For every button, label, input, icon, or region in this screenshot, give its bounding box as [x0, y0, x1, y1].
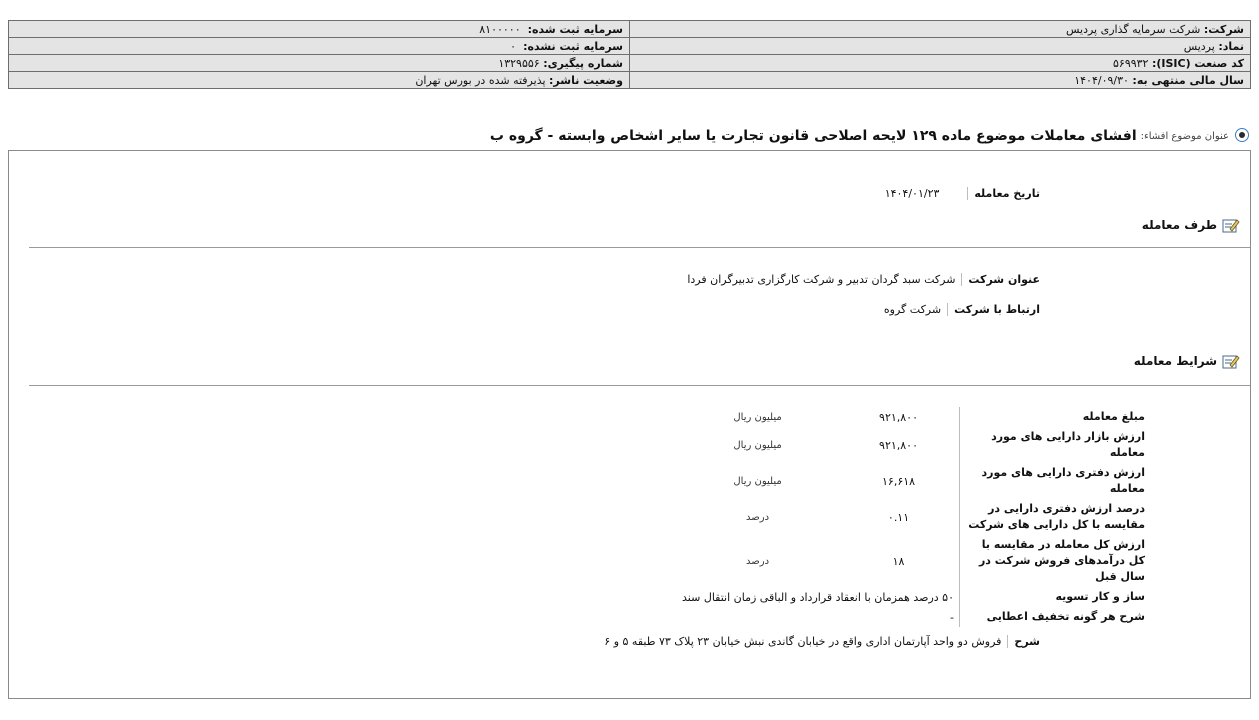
company-info-table — [8, 20, 1251, 89]
isic-label: کد صنعت (ISIC): — [1151, 56, 1244, 70]
description-label: شرح — [1007, 635, 1040, 648]
transaction-date-label: تاریخ معامله — [967, 187, 1040, 200]
settlement-value: ۵۰ درصد همزمان با انعقاد قرارداد و الباقی زمان انتقال سند — [682, 590, 954, 604]
registered-capital-label: سرمایه ثبت شده: — [527, 22, 623, 36]
info-row-company — [9, 21, 1251, 38]
edit-note-icon — [1222, 353, 1240, 369]
target-bullet-icon — [1233, 126, 1253, 146]
condition-value: ۱۶,۶۱۸ — [882, 474, 916, 488]
party-section-header — [1142, 217, 1240, 233]
party-company-label: عنوان شرکت — [961, 273, 1040, 286]
condition-row — [677, 463, 1150, 499]
transaction-date-value: ۱۴۰۴/۰۱/۲۳ — [884, 187, 940, 200]
condition-value: ۹۲۱,۸۰۰ — [879, 410, 918, 424]
fiscal-year-cell — [630, 72, 1251, 89]
party-section-divider — [29, 247, 1250, 248]
condition-label: مبلغ معامله — [960, 407, 1151, 427]
disclosure-frame — [8, 150, 1251, 699]
unregistered-capital-cell — [9, 38, 630, 55]
fiscal-year-label: سال مالی منتهی به: — [1132, 73, 1244, 87]
condition-label: درصد ارزش دفتری دارایی در مقایسه با کل دارایی های شرکت — [960, 499, 1151, 535]
condition-value: ۹۲۱,۸۰۰ — [879, 438, 918, 452]
company-cell — [630, 21, 1251, 38]
transaction-date-row — [885, 187, 1040, 200]
tracking-number-label: شماره پیگیری: — [543, 56, 623, 70]
info-row-symbol — [9, 38, 1251, 55]
symbol-value: پردیس — [1183, 39, 1215, 53]
condition-unit: درصد — [746, 511, 770, 523]
discount-value: - — [950, 610, 954, 624]
description-row — [604, 635, 1040, 648]
symbol-cell — [630, 38, 1251, 55]
condition-unit: میلیون ریال — [733, 475, 782, 487]
info-row-isic — [9, 55, 1251, 72]
fiscal-year-value: ۱۴۰۴/۰۹/۳۰ — [1074, 73, 1129, 87]
relation-label: ارتباط با شرکت — [947, 303, 1040, 316]
isic-value: ۵۶۹۹۳۲ — [1113, 56, 1149, 70]
disclosure-subject — [8, 124, 1253, 148]
subject-label: عنوان موضوع افشاء: — [1140, 130, 1229, 142]
isic-cell — [630, 55, 1251, 72]
edit-note-icon — [1222, 217, 1240, 233]
discount-label: شرح هر گونه تخفیف اعطایی — [960, 607, 1151, 627]
settlement-row — [677, 587, 1150, 607]
conditions-section-title: شرایط معامله — [1133, 354, 1217, 368]
company-title-row — [687, 273, 1040, 286]
condition-label: ارزش کل معامله در مقایسه با کل درآمدهای فروش شرکت در سال قبل — [960, 535, 1151, 587]
relation-value: شرکت گروه — [883, 303, 942, 316]
condition-label: ارزش بازار دارایی های مورد معامله — [960, 427, 1151, 463]
registered-capital-cell — [9, 21, 630, 38]
condition-row — [677, 427, 1150, 463]
relation-row — [884, 303, 1040, 316]
condition-unit: درصد — [746, 555, 770, 567]
subject-title: افشای معاملات موضوع ماده ۱۲۹ لایحه اصلاحی قانون تجارت یا سایر اشخاص وابسته - گروه ب — [489, 128, 1137, 144]
tracking-number-value: ۱۳۲۹۵۵۶ — [498, 56, 540, 70]
conditions-section-divider — [29, 385, 1250, 386]
description-value: فروش دو واحد آپارتمان اداری واقع در خیابان گاندی نبش خیابان ۲۳ پلاک ۷۳ طبقه ۵ و ۶ — [604, 635, 1002, 648]
condition-unit: میلیون ریال — [733, 411, 782, 423]
unregistered-capital-value: ۰ — [510, 39, 517, 53]
publisher-status-label: وضعیت ناشر: — [549, 73, 623, 87]
discount-row — [677, 607, 1150, 627]
unregistered-capital-label: سرمایه ثبت نشده: — [523, 39, 623, 53]
conditions-table — [677, 407, 1150, 627]
party-section-title: طرف معامله — [1141, 218, 1217, 232]
condition-row — [677, 535, 1150, 587]
company-value: شرکت سرمایه گذاری پردیس — [1065, 22, 1201, 36]
registered-capital-value: ۸۱۰۰۰۰۰ — [479, 22, 521, 36]
condition-unit: میلیون ریال — [733, 439, 782, 451]
company-label: شرکت: — [1203, 22, 1244, 36]
tracking-number-cell — [9, 55, 630, 72]
conditions-section-header — [1134, 353, 1240, 369]
condition-label: ارزش دفتری دارایی های مورد معامله — [960, 463, 1151, 499]
symbol-label: نماد: — [1218, 39, 1244, 53]
condition-row — [677, 499, 1150, 535]
publisher-status-cell — [9, 72, 630, 89]
party-company-value: شرکت سبد گردان تدبیر و شرکت کارگزاری تدبیرگران فردا — [687, 273, 956, 286]
condition-row — [677, 407, 1150, 427]
condition-value: ۰.۱۱ — [887, 510, 910, 524]
publisher-status-value: پذیرفته شده در بورس تهران — [415, 73, 546, 87]
condition-value: ۱۸ — [892, 554, 905, 568]
settlement-label: ساز و کار تسویه — [960, 587, 1151, 607]
info-row-fiscal-year — [9, 72, 1251, 89]
